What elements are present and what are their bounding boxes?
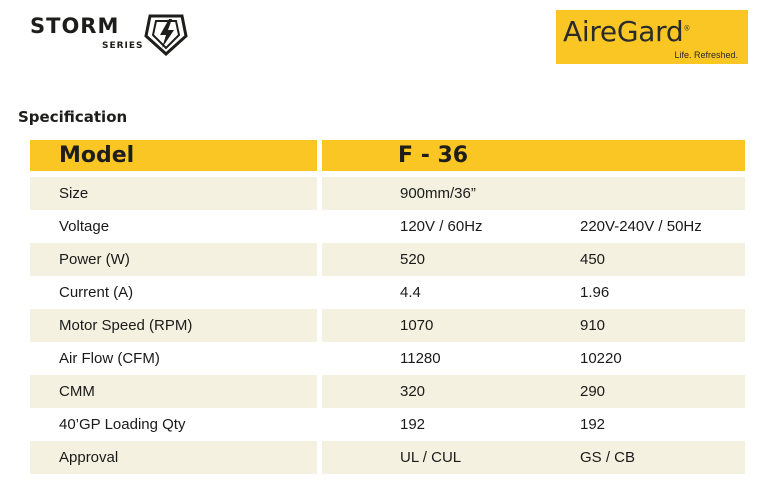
table-row — [30, 441, 745, 474]
row-value-2: 290 — [580, 383, 606, 400]
table-row — [30, 177, 745, 210]
table-header-row — [30, 140, 745, 171]
row-value-1: 192 — [400, 416, 426, 433]
row-value-1: 1070 — [400, 317, 434, 334]
row-label: CMM — [59, 383, 95, 400]
row-value-2: 450 — [580, 251, 606, 268]
row-value-2: 10220 — [580, 350, 622, 367]
row-bg-value — [322, 441, 745, 474]
airegard-logo-name: AireGard® — [563, 15, 691, 48]
airegard-tagline: Life. Refreshed. — [674, 50, 738, 60]
row-bg-value — [322, 309, 745, 342]
row-label: 40’GP Loading Qty — [59, 416, 186, 433]
row-value-1: 900mm/36” — [400, 185, 476, 202]
row-label: Motor Speed (RPM) — [59, 317, 193, 334]
header-model-label: Model — [30, 140, 317, 171]
row-bg-value — [322, 375, 745, 408]
airegard-logo — [556, 10, 748, 64]
row-label: Air Flow (CFM) — [59, 350, 160, 367]
table-row — [30, 408, 745, 441]
storm-series-logo — [30, 8, 190, 58]
table-row — [30, 210, 745, 243]
spec-table — [30, 140, 745, 474]
table-row — [30, 342, 745, 375]
row-label: Size — [59, 185, 89, 202]
lightning-shield-icon — [144, 10, 188, 56]
row-value-1: UL / CUL — [400, 449, 462, 466]
row-bg-value — [322, 243, 745, 276]
row-value-2: 220V-240V / 50Hz — [580, 218, 702, 235]
row-value-2: 1.96 — [580, 284, 610, 301]
storm-logo-series: SERIES — [102, 41, 144, 51]
registered-mark: ® — [683, 24, 691, 33]
row-value-1: 11280 — [400, 350, 441, 367]
row-value-1: 520 — [400, 251, 426, 268]
section-title: Specification — [18, 108, 128, 126]
row-value-2: 192 — [580, 416, 606, 433]
row-value-2: 910 — [580, 317, 606, 334]
row-label: Approval — [59, 449, 119, 466]
row-label: Voltage — [59, 218, 110, 235]
row-value-1: 120V / 60Hz — [400, 218, 483, 235]
row-value-2: GS / CB — [580, 449, 636, 466]
row-bg-value — [322, 177, 745, 210]
storm-logo-word: STORM — [30, 14, 120, 38]
row-label: Power (W) — [59, 251, 130, 268]
table-row — [30, 309, 745, 342]
header-model-value: F - 36 — [322, 140, 745, 171]
table-body — [30, 177, 745, 474]
table-row — [30, 375, 745, 408]
row-value-1: 320 — [400, 383, 426, 400]
row-value-1: 4.4 — [400, 284, 421, 301]
table-row — [30, 243, 745, 276]
table-row — [30, 276, 745, 309]
row-label: Current (A) — [59, 284, 134, 301]
